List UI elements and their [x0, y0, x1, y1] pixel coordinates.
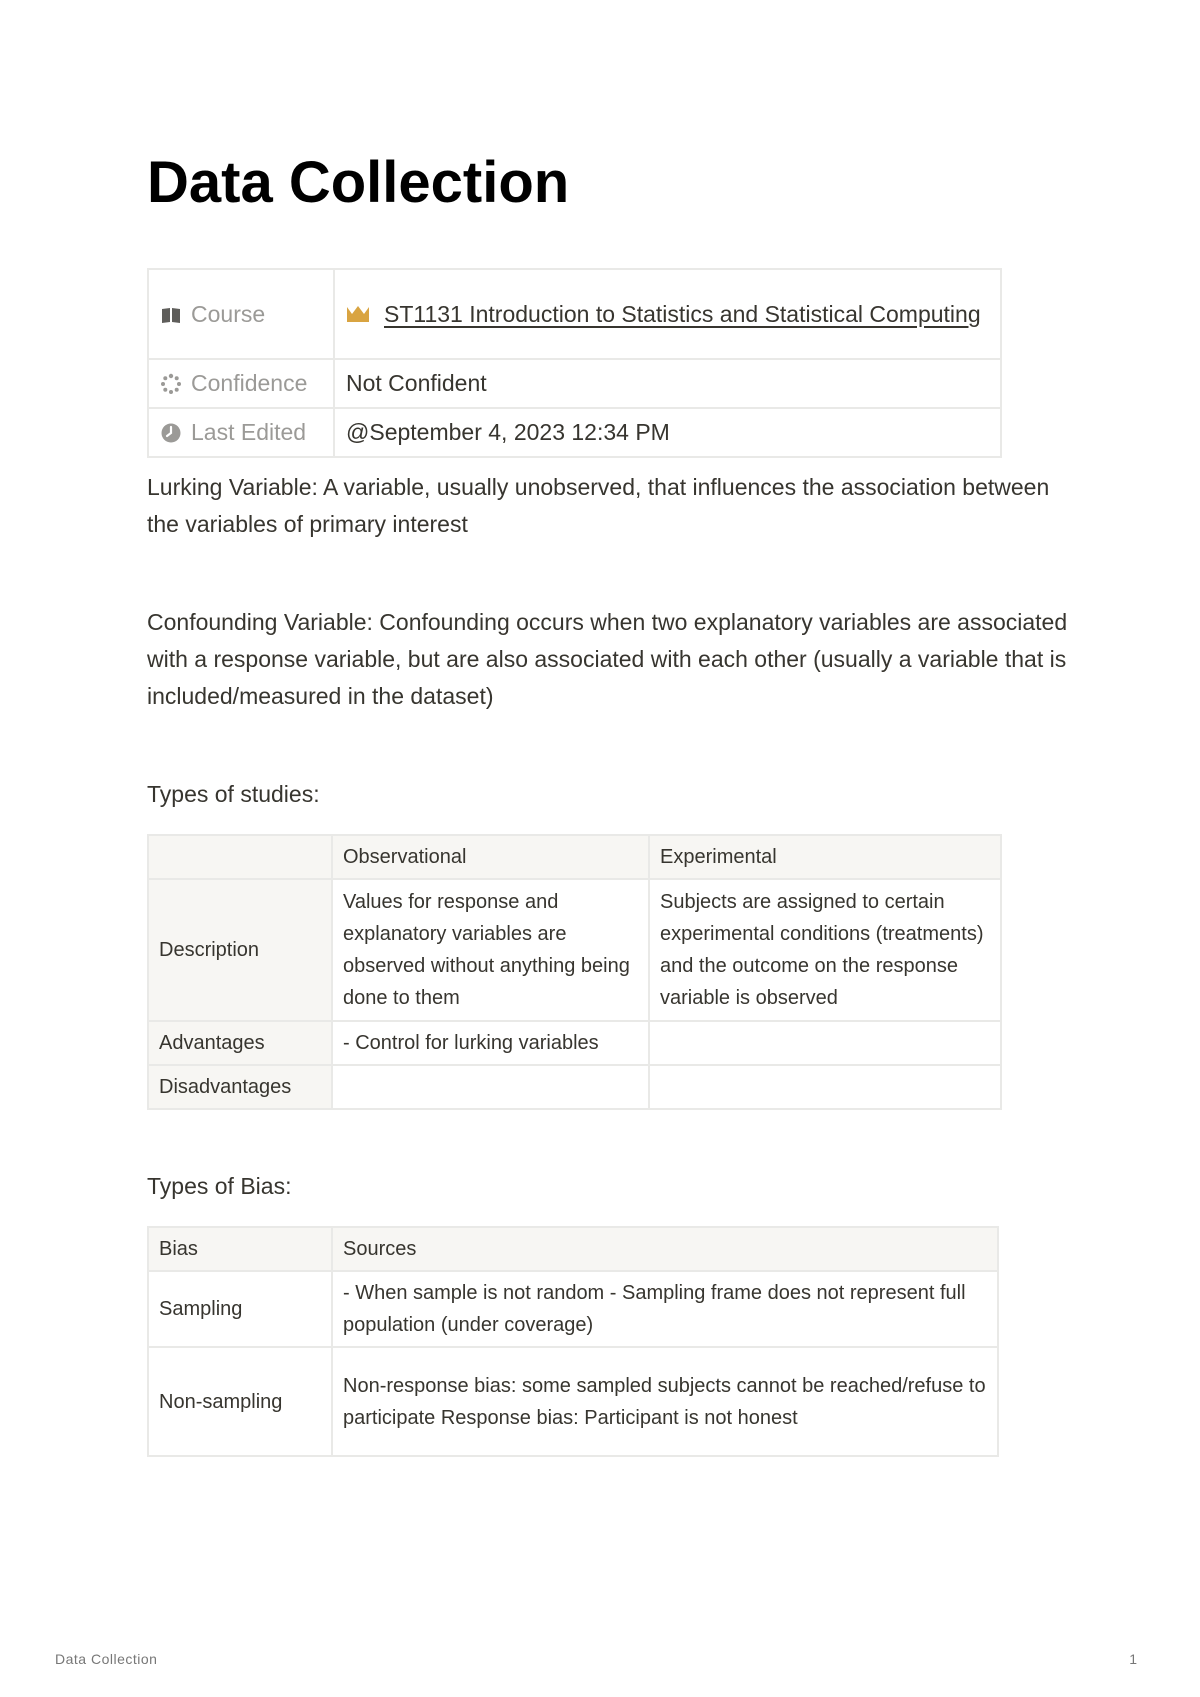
table-cell [649, 1021, 1001, 1065]
bias-heading: Types of Bias: [147, 1173, 292, 1199]
header-cell: Bias [148, 1227, 332, 1271]
property-name-course [148, 269, 334, 359]
course-link-text: ST1131 Introduction to Statistics and Statistical Computing [384, 300, 981, 327]
property-label: Confidence [191, 370, 308, 396]
header-cell: Experimental [649, 835, 1001, 879]
row-label: Advantages [148, 1021, 332, 1065]
property-name-last-edited [148, 408, 334, 457]
table-cell: Subjects are assigned to certain experimental conditions (treatments) and the outcome on the response variable is observed [649, 879, 1001, 1021]
lurking-variable-paragraph: Lurking Variable: A variable, usually unobserved, that influences the association between the variables of primary interest [147, 474, 1050, 537]
table-row [148, 1271, 998, 1347]
table-header-row [148, 1227, 998, 1271]
table-row [148, 879, 1001, 1021]
page-number: 1 [1129, 1651, 1137, 1667]
footer-title: Data Collection [55, 1651, 158, 1667]
table-cell [649, 1065, 1001, 1109]
crown-icon [346, 304, 370, 324]
property-label: Course [191, 300, 266, 327]
bias-table [147, 1226, 999, 1457]
property-value-course [334, 269, 1001, 359]
clock-icon [160, 422, 182, 444]
row-label: Disadvantages [148, 1065, 332, 1109]
course-link[interactable] [346, 301, 981, 327]
table-cell: Non-response bias: some sampled subjects cannot be reached/refuse to participate Response bias: Participant is not honest [332, 1347, 998, 1456]
loading-spinner-icon [160, 373, 182, 395]
row-label: Non-sampling [148, 1347, 332, 1456]
property-row-confidence [148, 359, 1001, 408]
table-header-row [148, 835, 1001, 879]
table-cell: - Control for lurking variables [332, 1021, 649, 1065]
table-cell [332, 1065, 649, 1109]
studies-heading: Types of studies: [147, 781, 320, 807]
row-label: Sampling [148, 1271, 332, 1347]
studies-table [147, 834, 1002, 1110]
confounding-variable-paragraph: Confounding Variable: Confounding occurs when two explanatory variables are associated with a response variable, but are also associated with each other (usually a variable that is included/measured in the dataset) [147, 609, 1068, 709]
header-cell: Observational [332, 835, 649, 879]
property-value-last-edited: @September 4, 2023 12:34 PM [334, 408, 1001, 457]
table-row [148, 1021, 1001, 1065]
table-cell: - When sample is not random - Sampling frame does not represent full population (under coverage) [332, 1271, 998, 1347]
property-name-confidence [148, 359, 334, 408]
page-title: Data Collection [147, 150, 570, 215]
book-icon [160, 304, 182, 326]
table-row [148, 1347, 998, 1456]
property-label: Last Edited [191, 419, 307, 445]
table-cell: Values for response and explanatory variables are observed without anything being done to them [332, 879, 649, 1021]
property-row-course [148, 269, 1001, 359]
property-row-last-edited [148, 408, 1001, 457]
header-cell [148, 835, 332, 879]
header-cell: Sources [332, 1227, 998, 1271]
properties-table [147, 268, 1002, 458]
property-value-confidence[interactable]: Not Confident [334, 359, 1001, 408]
table-row [148, 1065, 1001, 1109]
row-label: Description [148, 879, 332, 1021]
